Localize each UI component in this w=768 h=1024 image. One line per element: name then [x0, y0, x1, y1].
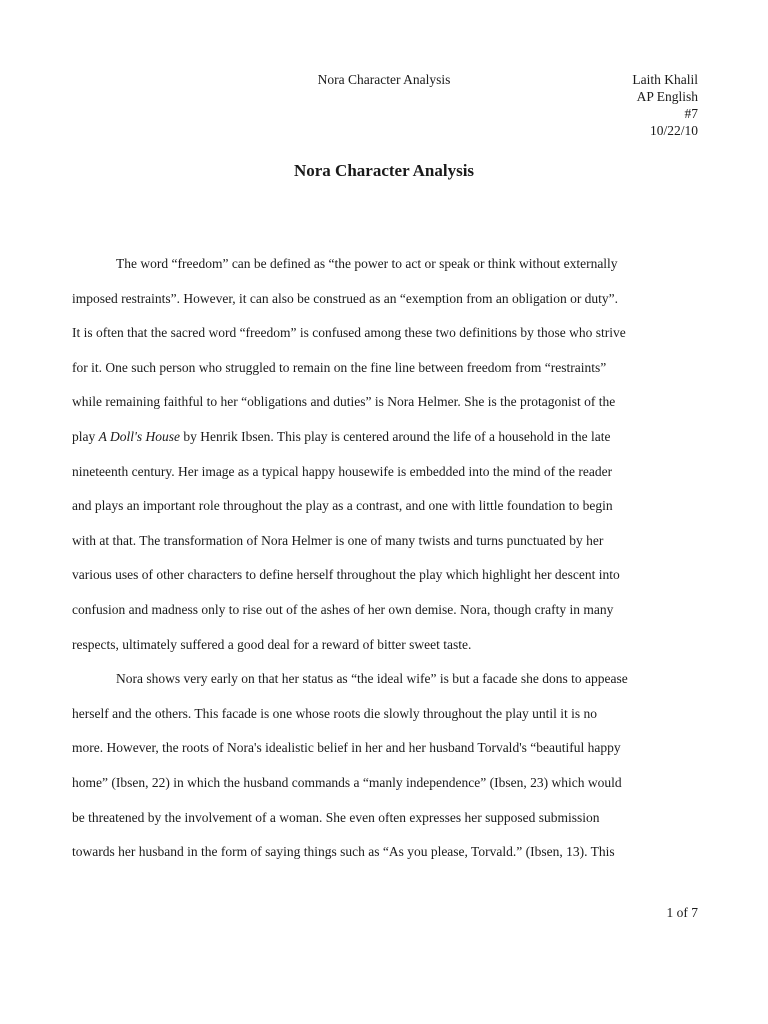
paragraph-line: for it. One such person who struggled to remain on the fine line between freedom from “restraints”	[72, 359, 607, 375]
paragraph-line-with-italic	[72, 427, 702, 462]
date: 10/22/10	[649, 123, 698, 138]
course-name: AP English	[636, 89, 698, 104]
paragraph-line: and plays an important role throughout the play as a contrast, and one with little foundation to begin	[72, 498, 613, 514]
paragraph-line: towards her husband in the form of saying things such as “As you please, Torvald.” (Ibsen, 13). This	[72, 844, 615, 860]
essay-body	[72, 254, 702, 877]
paragraph-line: more. However, the roots of Nora's idealistic belief in her and her husband Torvald's “beautiful happy	[72, 740, 621, 756]
text-segment: play	[72, 428, 99, 444]
paragraph-line: herself and the others. This facade is one whose roots die slowly throughout the play until it is no	[72, 705, 598, 721]
paragraph-line: The word “freedom” can be defined as “the power to act or speak or think without externally	[116, 256, 618, 271]
paragraph-line: imposed restraints”. However, it can also be construed as an “exemption from an obligation or duty”.	[72, 290, 619, 306]
paragraph-line: respects, ultimately suffered a good deal for a reward of bitter sweet taste.	[72, 636, 472, 652]
paragraph-line: with at that. The transformation of Nora Helmer is one of many twists and turns punctuated by her	[72, 532, 604, 548]
text-segment: by Henrik Ibsen. This play is centered around the life of a household in the late	[180, 428, 611, 444]
paragraph-line: various uses of other characters to define herself throughout the play which highlight her descent into	[72, 567, 620, 583]
play-title-italic: A Doll's House	[98, 428, 181, 444]
page-indicator: 1 of 7	[666, 905, 698, 920]
paragraph-line: confusion and madness only to rise out of the ashes of her own demise. Nora, though crafty in many	[72, 601, 614, 617]
paragraph-line: It is often that the sacred word “freedom” is confused among these two definitions by those who strive	[72, 325, 626, 341]
essay-title: Nora Character Analysis	[293, 161, 475, 180]
paragraph-line: home” (Ibsen, 22) in which the husband commands a “manly independence” (Ibsen, 23) which would	[72, 774, 622, 790]
paragraph-line: be threatened by the involvement of a woman. She even often expresses her supposed submission	[72, 809, 600, 825]
author-name: Laith Khalil	[632, 72, 698, 87]
assignment-number: #7	[684, 106, 698, 121]
author-block	[632, 71, 698, 139]
paragraph-line: nineteenth century. Her image as a typical happy housewife is embedded into the mind of the reader	[72, 463, 613, 479]
paragraph-line: while remaining faithful to her “obligations and duties” is Nora Helmer. She is the protagonist of the	[72, 394, 616, 410]
paragraph-line: Nora shows very early on that her status as “the ideal wife” is but a facade she dons to appease	[116, 671, 628, 687]
running-title: Nora Character Analysis	[317, 72, 451, 87]
